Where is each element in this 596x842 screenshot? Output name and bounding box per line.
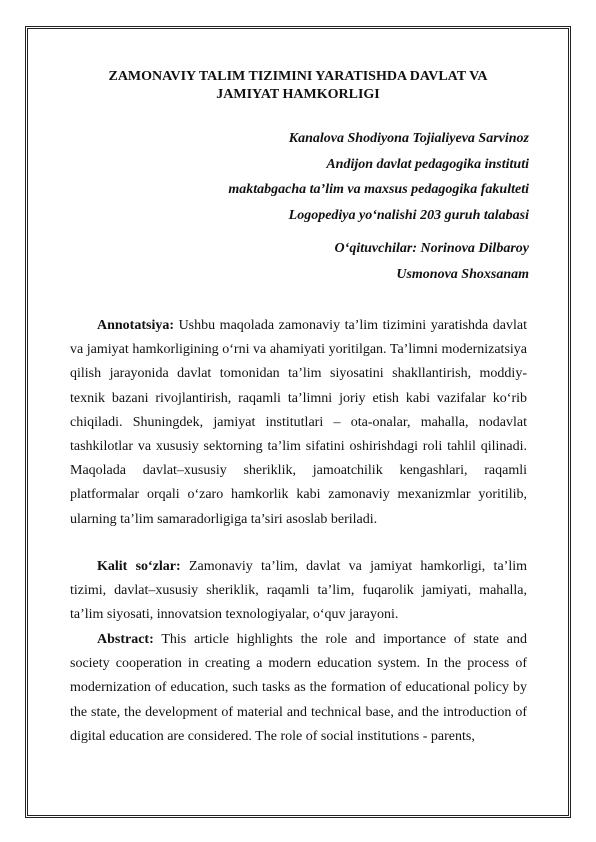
article-title bbox=[70, 68, 526, 104]
author-block bbox=[228, 126, 529, 228]
abstract-paragraph bbox=[70, 628, 527, 749]
abstract-text: This article highlights the role and importance of state and society cooperation in creating a modern education system. In the process of modernization of education, such tasks as the formation of educational policy by the state, the development of material and technical base, and the introduction of digital education are considered. The role of social institutions - parents, bbox=[70, 632, 527, 744]
keywords-text: Zamonaviy ta’lim, davlat va jamiyat hamkorligi, ta’lim tizimi, davlat–xususiy sheriklik, raqamli ta’lim, fuqarolik jamiyati, mahalla, ta’lim siyosati, innovatsion texnologiyalar, o‘quv jarayoni. bbox=[70, 559, 527, 623]
annotation-paragraph bbox=[70, 314, 527, 532]
author-group: Logopediya yo‘nalishi 203 guruh talabasi bbox=[288, 207, 529, 223]
title-line-1: ZAMONAVIY TALIM TIZIMINI YARATISHDA DAVLAT VA bbox=[108, 69, 488, 84]
keywords-paragraph bbox=[70, 555, 527, 628]
teacher-line-1: O‘qituvchilar: Norinova Dilbaroy bbox=[334, 241, 529, 256]
teacher-line-2: Usmonova Shoxsanam bbox=[396, 267, 529, 282]
title-line-2: JAMIYAT HAMKORLIGI bbox=[216, 87, 380, 102]
author-faculty: maktabgacha ta’lim va maxsus pedagogika fakulteti bbox=[228, 182, 529, 197]
annotation-label: Annotatsiya: bbox=[97, 318, 175, 333]
keywords-label: Kalit so‘zlar: bbox=[97, 559, 181, 574]
abstract-label: Abstract: bbox=[97, 632, 154, 647]
author-names: Kanalova Shodiyona Tojialiyeva Sarvinoz bbox=[288, 131, 529, 146]
author-institute: Andijon davlat pedagogika instituti bbox=[326, 156, 529, 172]
annotation-text: Ushbu maqolada zamonaviy ta’lim tizimini yaratishda davlat va jamiyat hamkorligining o‘rni va ahamiyati yoritilgan. Ta’limni modernizatsiya qilish jarayonida davlat tomonidan ta’lim siyosatini shakllantirish, moddiy-texnik bazani rivojlantirish, raqamli ta’limni joriy etish kabi vazifalar ko‘rib chiqiladi. Shuningdek, jamiyat institutlari – ota-onalar, mahalla, nodavlat tashkilotlar va xususiy sektorning ta’lim sifatini oshirishdagi roli tahlil qilinadi. Maqolada davlat–xususiy sheriklik, jamoatchilik kengashlari, raqamli platformalar orqali o‘zaro hamkorlik kabi zamonaviy mexanizmlar yoritilib, ularning ta’lim samaradorligiga ta’siri asoslab beriladi. bbox=[70, 318, 527, 527]
teacher-block bbox=[335, 236, 529, 288]
